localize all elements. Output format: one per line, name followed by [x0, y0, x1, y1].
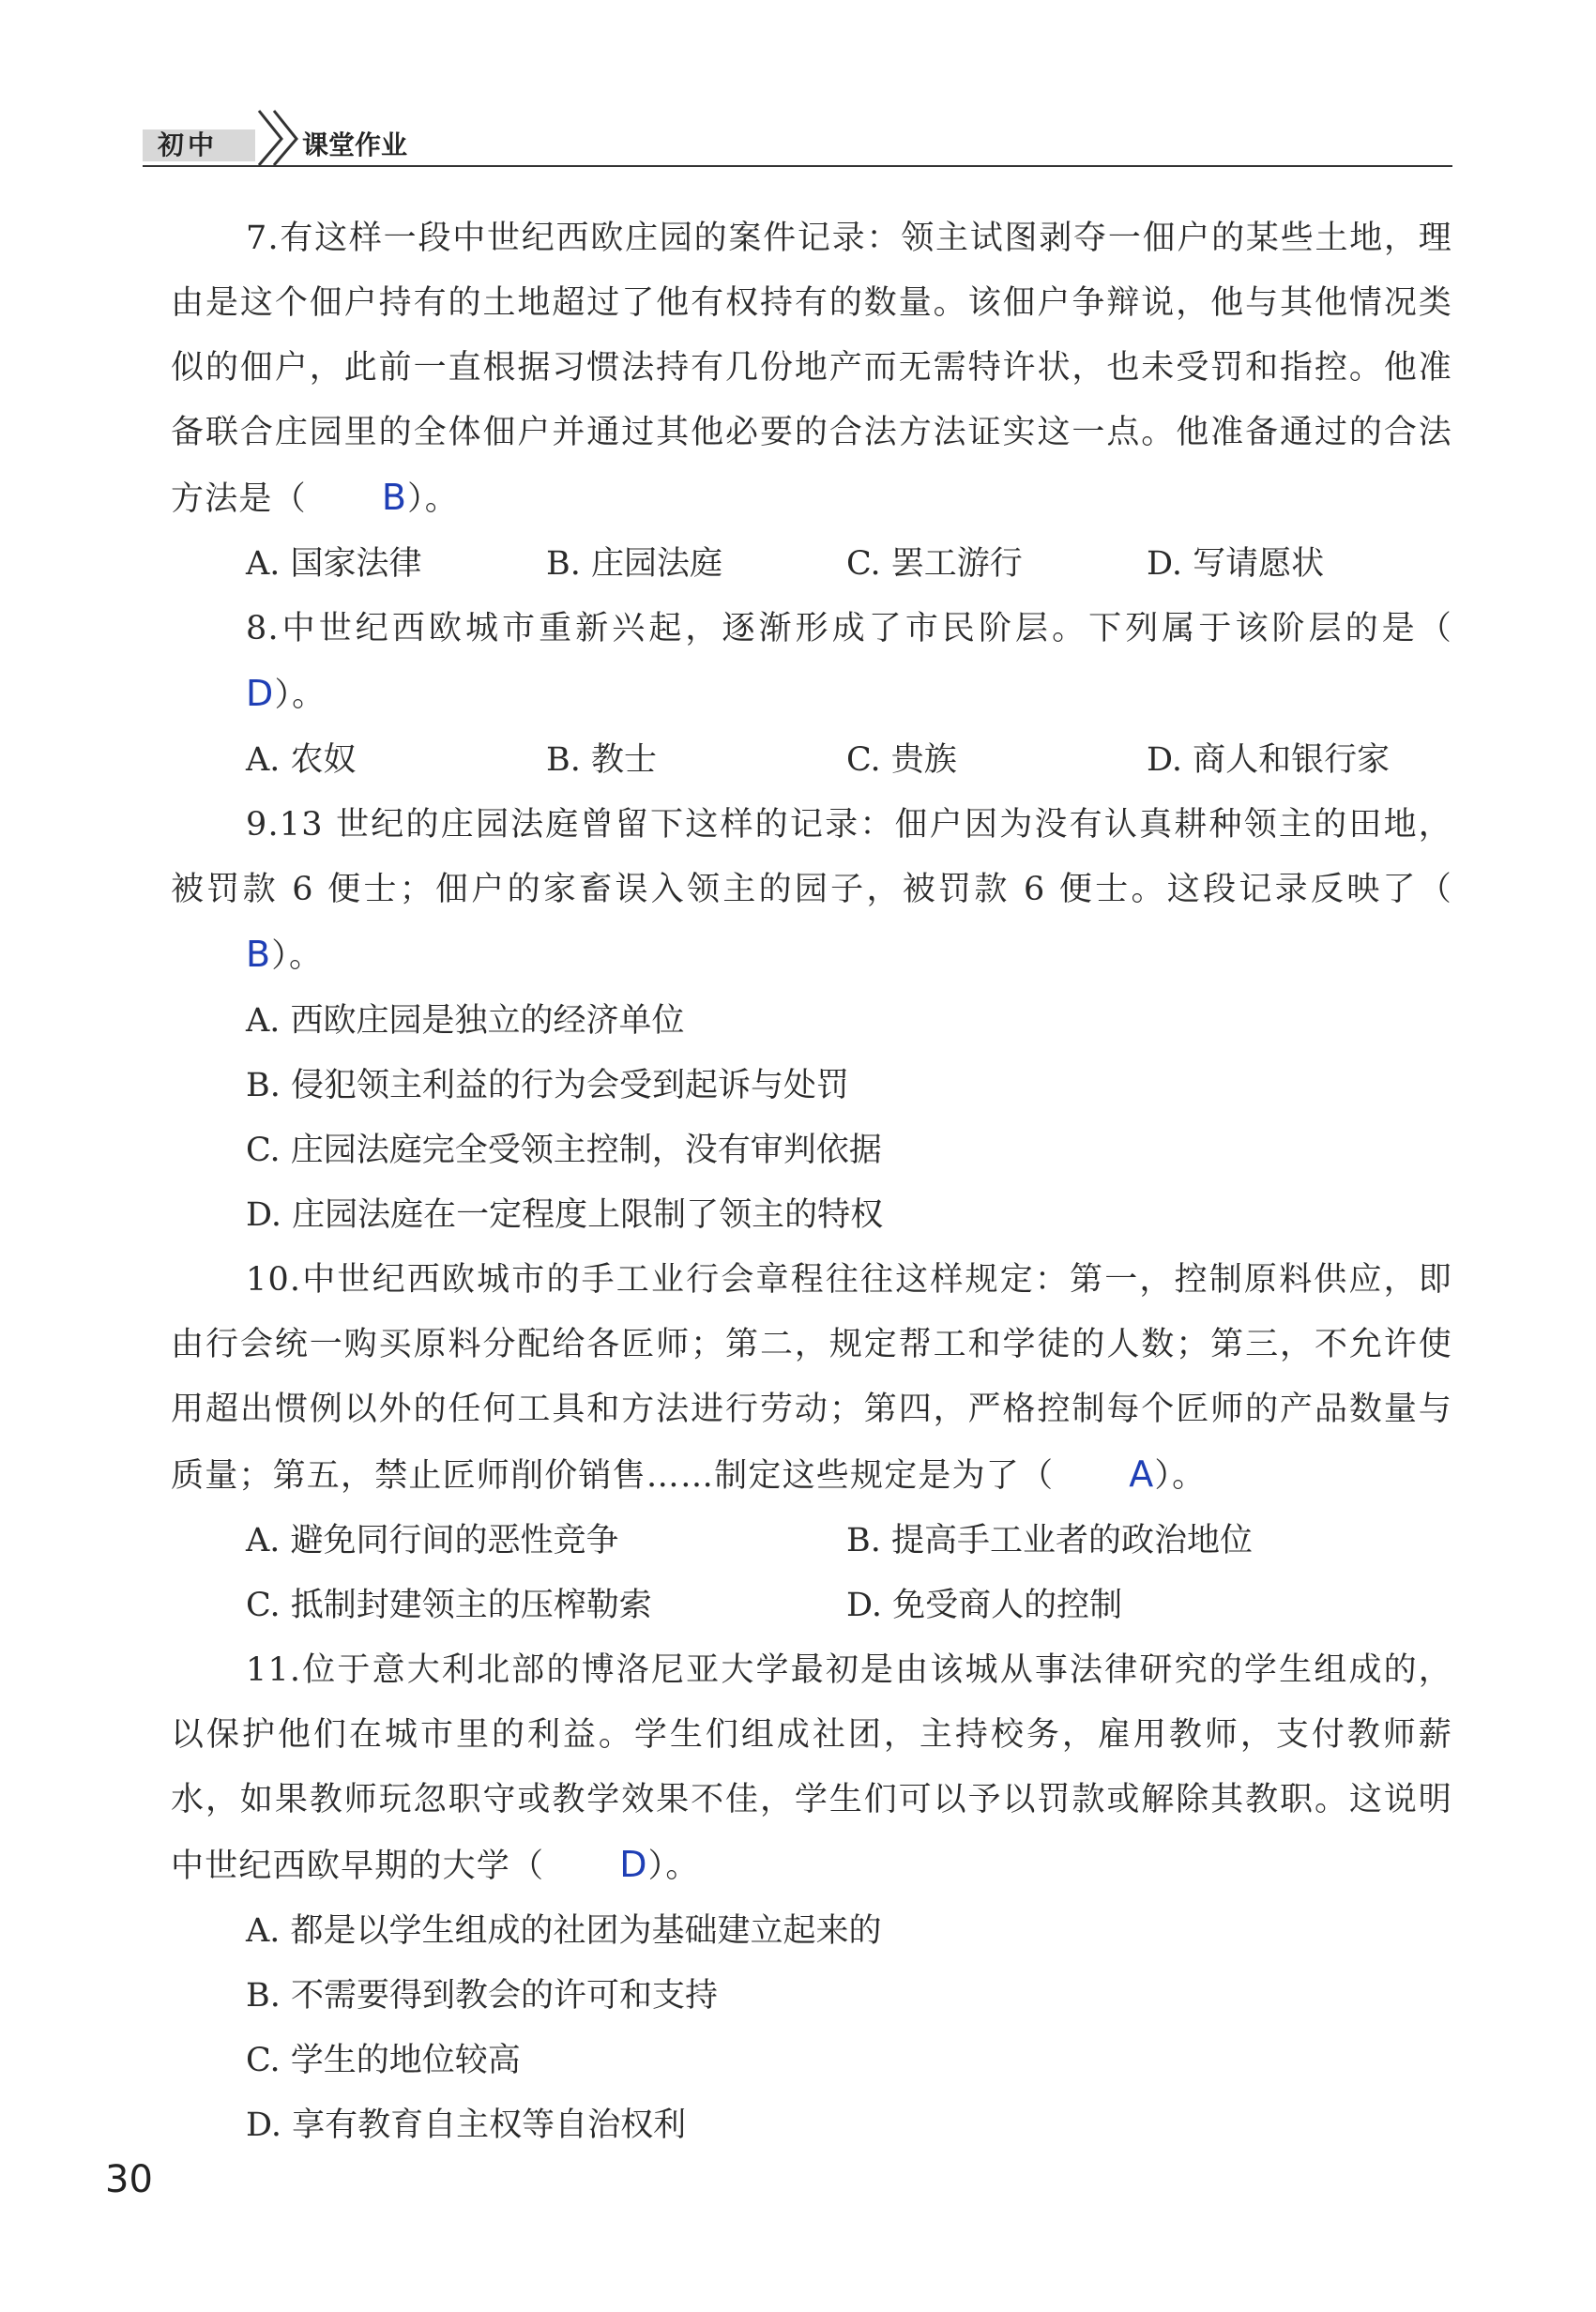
- stem-tail: ）。: [407, 480, 459, 518]
- question-7: [173, 206, 1452, 597]
- option-d: D. 庄园法庭在一定程度上限制了领主的特权: [246, 1196, 884, 1234]
- header-grade: 初中: [143, 129, 255, 161]
- stem-tail: ）。: [1154, 1457, 1207, 1495]
- option-c: C. 抵制封建领主的压榨勒索: [246, 1587, 652, 1624]
- option-b: B. 教士: [546, 741, 657, 779]
- page-number: 30: [105, 2158, 153, 2201]
- option-c: C. 贵族: [846, 741, 957, 779]
- option-a: A. 农奴: [246, 741, 357, 779]
- question-11: [173, 1638, 1452, 2158]
- question-list: [173, 206, 1452, 2158]
- option-a: A. 避免同行间的恶性竞争: [246, 1522, 619, 1559]
- header-rule: [143, 165, 1452, 167]
- option-d: D. 商人和银行家: [1147, 741, 1391, 779]
- question-10: [173, 1248, 1452, 1638]
- answer-mark: D: [246, 673, 275, 714]
- answer-mark: B: [381, 477, 408, 518]
- option-d: D. 写请愿状: [1147, 545, 1325, 583]
- stem-tail: ）。: [274, 677, 327, 714]
- question-8: [173, 597, 1452, 793]
- options-row: [173, 728, 1452, 793]
- option-c: C. 罢工游行: [846, 545, 1023, 583]
- page-header: [143, 101, 1452, 167]
- option-a: A. 都是以学生组成的社团为基础建立起来的: [246, 1912, 882, 1950]
- option-c: C. 学生的地位较高: [246, 2042, 521, 2079]
- option-d: D. 享有教育自主权等自治权利: [246, 2107, 687, 2144]
- option-b: B. 侵犯领主利益的行为会受到起诉与处罚: [246, 1067, 849, 1104]
- option-c: C. 庄园法庭完全受领主控制，没有审判依据: [246, 1132, 882, 1169]
- option-a: A. 国家法律: [246, 545, 422, 583]
- answer-mark: B: [246, 934, 272, 975]
- options-row: [173, 1509, 1452, 1574]
- option-b: B. 庄园法庭: [546, 545, 722, 583]
- options-row: [173, 532, 1452, 597]
- double-chevron-icon: [253, 105, 310, 165]
- stem-tail: ）。: [271, 937, 324, 975]
- question-stem: 8.中世纪西欧城市重新兴起，逐渐形成了市民阶层。下列属于该阶层的是（: [246, 610, 1452, 647]
- question-stem: 10.中世纪西欧城市的手工业行会章程往往这样规定：第一，控制原料供应，即由行会统一购买原料分配给各匠师；第二，规定帮工和学徒的人数；第三，不允许使用超出惯例以外的任何工具和方法进行劳动；第四，严格控制每个匠师的产品数量与质量；第五，禁止匠师削价销售……制定这些规定是为了（: [171, 1261, 1452, 1495]
- answer-mark: D: [619, 1844, 648, 1885]
- option-b: B. 不需要得到教会的许可和支持: [246, 1977, 718, 2015]
- question-stem: 7.有这样一段中世纪西欧庄园的案件记录：领主试图剥夺一佃户的某些土地，理由是这个佃户持有的土地超过了他有权持有的数量。该佃户争辩说，他与其他情况类似的佃户，此前一直根据习惯法持有几份地产而无需特许状，也未受罚和指控。他准备联合庄园里的全体佃户并通过其他必要的合法方法证实这一点。他准备通过的合法方法是（: [171, 220, 1452, 518]
- option-d: D. 免受商人的控制: [846, 1587, 1123, 1624]
- question-stem: 9.13 世纪的庄园法庭曾留下这样的记录：佃户因为没有认真耕种领主的田地，被罚款 6 便士；佃户的家畜误入领主的园子，被罚款 6 便士。这段记录反映了（: [171, 806, 1452, 908]
- stem-tail: ）。: [647, 1848, 700, 1885]
- answer-mark: A: [1129, 1453, 1155, 1495]
- option-b: B. 提高手工业者的政治地位: [846, 1522, 1253, 1559]
- question-9: [173, 793, 1452, 1248]
- option-a: A. 西欧庄园是独立的经济单位: [246, 1002, 685, 1040]
- options-row: [173, 1574, 1452, 1638]
- header-title: 课堂作业: [302, 129, 408, 160]
- question-stem: 11.位于意大利北部的博洛尼亚大学最初是由该城从事法律研究的学生组成的，以保护他们在城市里的利益。学生们组成社团，主持校务，雇用教师，支付教师薪水，如果教师玩忽职守或教学效果不佳，学生们可以予以罚款或解除其教职。这说明中世纪西欧早期的大学（: [171, 1651, 1452, 1885]
